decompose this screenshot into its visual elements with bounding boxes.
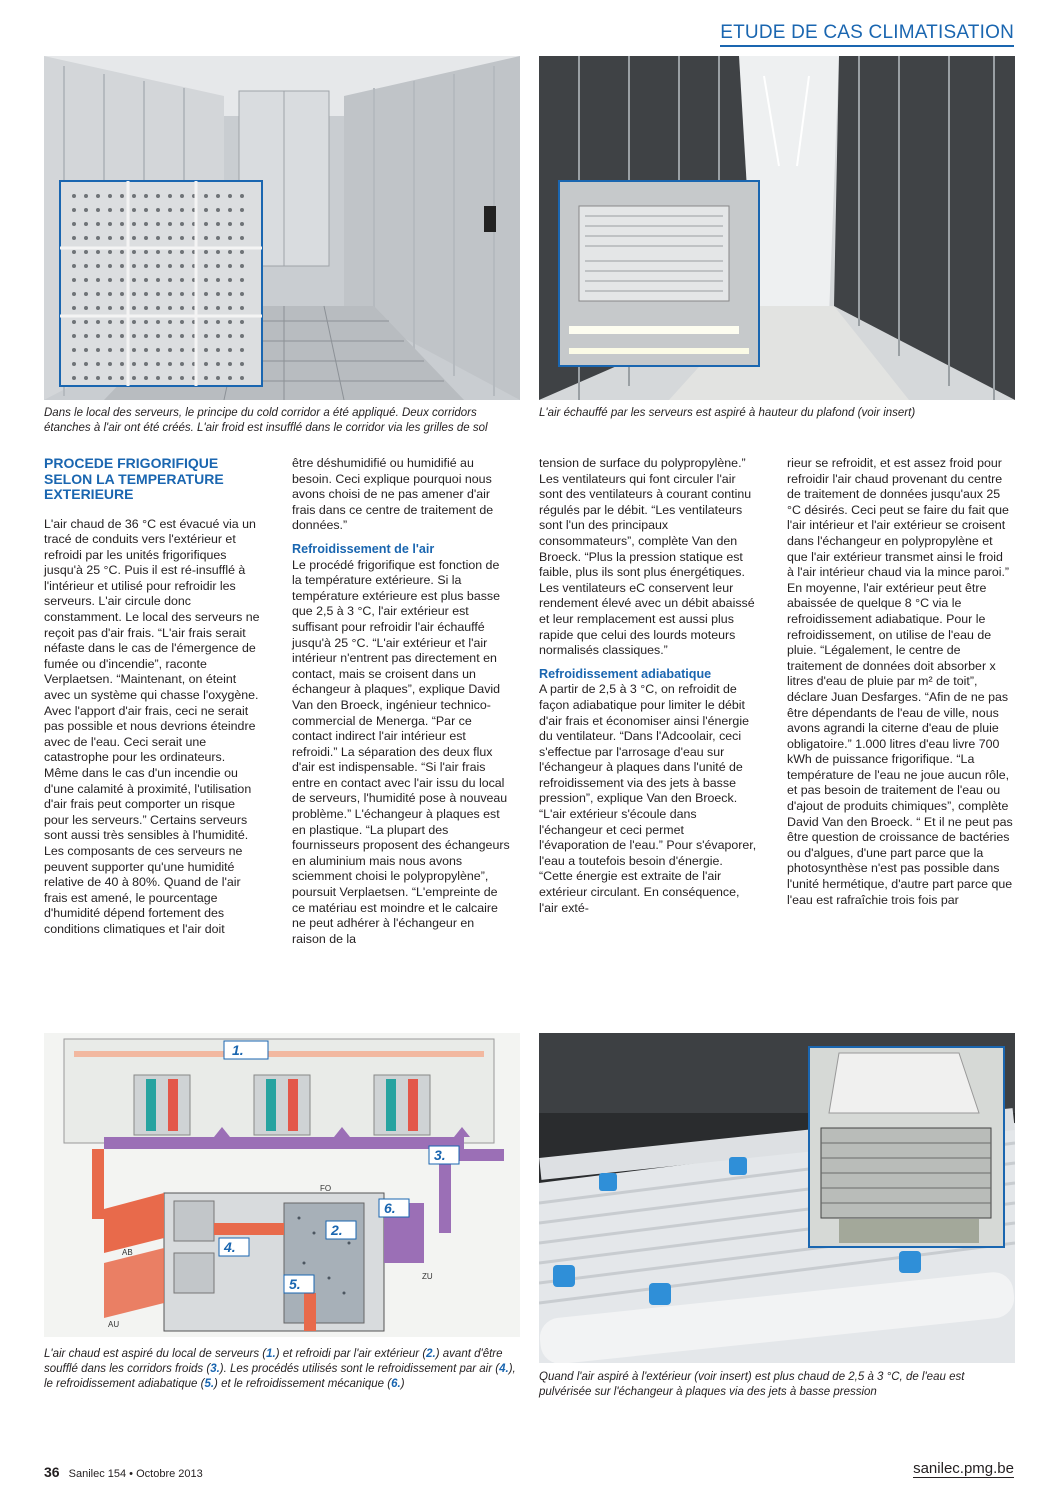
- photo-server-corridor: [44, 56, 520, 400]
- caption-diagram-t5: ) et le refroidissement mécanique (: [214, 1378, 392, 1390]
- caption-photo2: L'air échauffé par les serveurs est aspiré à hauteur du plafond (voir insert): [539, 407, 916, 419]
- caption-diagram-t4: ), le refroidissement adiabatique (: [44, 1363, 516, 1390]
- ceiling-grille-illustration: [539, 56, 1015, 400]
- article-col2b-text: Le procédé frigorifique est fonction de la température extérieure. Si la température extérieure est plus basse que 2,5 à 3 °C, l'air extérieur est suffisant pour refroidir l'air échauffé jusqu'à 25 °C. “L'air extérieur et l'air intérieur n'entrent pas directement en contact, mais se croisent dans un échangeur à plaques”, explique David Van den Broeck, ingénieur technico-commercial de Menerga. “Par ce contact indirect l'air intérieur est refroidi.” La séparation des deux flux d'air est indispensable. “Si l'air frais entre en contact avec l'air issu du local de serveurs, l'humidité pose à nouveau problème.” L'échangeur à plaques est en plastique. “La plupart des fournisseurs proposent des échangeurs en aluminium mais nous avons sciemment choisi le polypropylène”, poursuit Verplaetsen. “L'empreinte de ce matériau est moindre et le calcaire ne peut adhérer à l'échangeur en raison de la: [292, 557, 510, 946]
- subheading-refroidissement-adiabatique: Refroidissement adiabatique: [539, 666, 712, 681]
- caption-diagram-t6: ): [400, 1378, 405, 1390]
- caption-diagram-n3: 3.: [210, 1363, 220, 1375]
- footer-issue: [44, 1464, 203, 1480]
- caption-diagram-t3: ). Les procédés utilisés sont le refroidissement par air (: [219, 1363, 500, 1375]
- diagram-label-4: 4.: [224, 1239, 236, 1255]
- diagram-air-handling: [44, 1033, 520, 1337]
- caption-diagram-n1: 1.: [266, 1348, 276, 1360]
- article-col3a-text: tension de surface du polypropylène.” Les ventilateurs qui font circuler l'air sont des ventilateurs à courant continu régulés par le débit. “Les ventilateurs sont l'un des principaux consommateurs”, complète Van den Broeck. “Plus la pression statique est faible, plus ils sont plus énergétiques. Les ventilateurs eC conservent leur rendement élevé avec un débit abaissé et leur remplacement est aussi plus rapide que celui des lourds moteurs normalisés classiques.”: [539, 456, 755, 658]
- caption-diagram-t1: ) et refroidi par l'air extérieur (: [275, 1348, 427, 1360]
- diagram-label-2: 2.: [331, 1222, 343, 1238]
- article-column-4: [787, 456, 1013, 908]
- caption-diagram: [44, 1347, 520, 1392]
- plate-exchanger-illustration: [539, 1033, 1015, 1363]
- article-col1-text: L'air chaud de 36 °C est évacué via un tracé de conduits vers l'extérieur et refroidi par les unités frigorifiques jusqu'à 25 °C. Puis il est ré-insufflé à l'intérieur et utilisé pour refroidir les serveurs. L'air circule donc constamment. Le local des serveurs ne reçoit pas d'air frais. “L'air frais serait néfaste dans le cas de l'émergence de fumée ou d'incendie”, raconte Verplaetsen. “Maintenant, on éteint avec un système qui chasse l'oxygène. Avec l'apport d'air frais, ceci ne serait pas possible et nous devrions éteindre avec de l'eau. Ceci serait une catastrophe pour les ordinateurs. Même dans le cas d'un incendie ou d'une calamité à proximité, l'utilisation d'air frais peut comporter un risque pour les serveurs.” Certains serveurs sont aussi très sensibles à l'humidité. Les composants de ces serveurs ne peuvent supporter qu'une humidité relative de 40 à 80%. Quand de l'air frais est amené, le pourcentage d'humidité dépend fortement des conditions climatiques et l'air doit: [44, 516, 260, 936]
- photo-plate-exchanger: [539, 1033, 1015, 1363]
- issue-label: Sanilec 154 • Octobre 2013: [68, 1468, 203, 1480]
- article-column-3: [539, 456, 757, 916]
- page-number: 36: [44, 1464, 60, 1480]
- footer-site-link[interactable]: sanilec.pmg.be: [913, 1460, 1014, 1477]
- caption-diagram-n4: 4.: [499, 1363, 509, 1375]
- subheading-refroidissement-air: Refroidissement de l'air: [292, 541, 435, 556]
- server-corridor-illustration: [44, 56, 520, 400]
- caption-diagram-n5: 5.: [204, 1378, 215, 1390]
- article-heading: PROCEDE FRIGORIFIQUE SELON LA TEMPERATURE EXTERIEURE: [44, 455, 224, 502]
- diagram-label-fo: FO: [320, 1184, 332, 1193]
- diagram-label-zu: ZU: [422, 1272, 433, 1281]
- photo-ceiling-grille: [539, 56, 1015, 400]
- diagram-label-au: AU: [108, 1320, 120, 1329]
- article-col3b-text: A partir de 2,5 à 3 °C, on refroidit de façon adiabatique pour limiter le débit d'air frais et économiser ainsi l'énergie du ventilateur. “Dans l'Adcoolair, ceci s'effectue par l'arrosage d'eau sur l'échangeur à plaques dans l'unité de refroidissement via des jets à basse pression”, explique Van den Broeck. “L'air extérieur s'écoule dans l'échangeur et ceci permet l'évaporation de l'eau.” Pour s'évaporer, l'eau a toutefois besoin d'énergie. “Cette énergie est extraite de l'air extérieur circulant. En conséquence, l'air exté-: [539, 682, 757, 915]
- diagram-label-3: 3.: [434, 1147, 446, 1163]
- article-column-2: [292, 456, 510, 947]
- caption-diagram-n2: 2.: [426, 1348, 436, 1360]
- article-col4-text: rieur se refroidit, et est assez froid pour refroidir l'air chaud provenant du centre de traitement de données jusqu'aux 25 °C désirés. Ceci peut se faire du fait que l'air intérieur et l'air extérieur se croisent dans l'échangeur en polypropylène et que l'air extérieur transmet ainsi le froid à l'air intérieur chaud via la mince paroi.” En moyenne, l'air extérieur peut être abaissée de quelque 8 °C via le refroidissement adiabatique. Pour le refroidissement, on utilise de l'eau de pluie. “Légalement, le centre de traitement de données doit absorber x litres d'eau de pluie par m² de toit”, déclare Juan Desfarges. “Afin de ne pas être dépendants de l'eau de ville, nous avons agrandi la citerne d'eau de pluie obligatoire.” 1.000 litres d'eau livre 700 kWh de puissance frigorifique. “La température de l'eau ne joue aucun rôle, et pas besoin de traitement de l'eau ou d'ajout de produits chimiques”, complète David Van den Broeck. “ Et il ne peut pas être question de croissance de bactéries ou d'algues, d'une part parce que la photosynthèse n'est pas possible dans l'unité hermétique, d'autre part parce que l'eau est rafraîchie trois fois par: [787, 456, 1013, 907]
- diagram-label-1: 1.: [232, 1042, 244, 1058]
- header-title: ETUDE DE CAS CLIMATISATION: [720, 22, 1014, 47]
- diagram-label-5: 5.: [289, 1276, 301, 1292]
- caption-diagram-t2: ) avant d'être soufflé dans les corridors froids (: [44, 1348, 503, 1375]
- diagram-label-ab: AB: [122, 1248, 133, 1257]
- diagram-label-6: 6.: [384, 1200, 396, 1216]
- article-col2a-text: être déshumidifié ou humidifié au besoin. Ceci explique pourquoi nous avons choisi de ne pas amener d'air frais dans ce centre de traitement de données.”: [292, 456, 494, 533]
- caption-photo4: Quand l'air aspiré à l'extérieur (voir insert) est plus chaud de 2,5 à 3 °C, de l'eau est pulvérisée sur l'échangeur à plaques via des jets à basse pression: [539, 1371, 965, 1398]
- article-column-1: [44, 456, 262, 938]
- caption-diagram-t0: L'air chaud est aspiré du local de serveurs (: [44, 1348, 267, 1360]
- caption-photo1: Dans le local des serveurs, le principe du cold corridor a été appliqué. Deux corridors étanches à l'air ont été créés. L'air froid est insufflé dans le corridor via les grilles de sol: [44, 407, 488, 434]
- caption-diagram-n6: 6.: [391, 1378, 401, 1390]
- air-handling-diagram: [44, 1033, 520, 1337]
